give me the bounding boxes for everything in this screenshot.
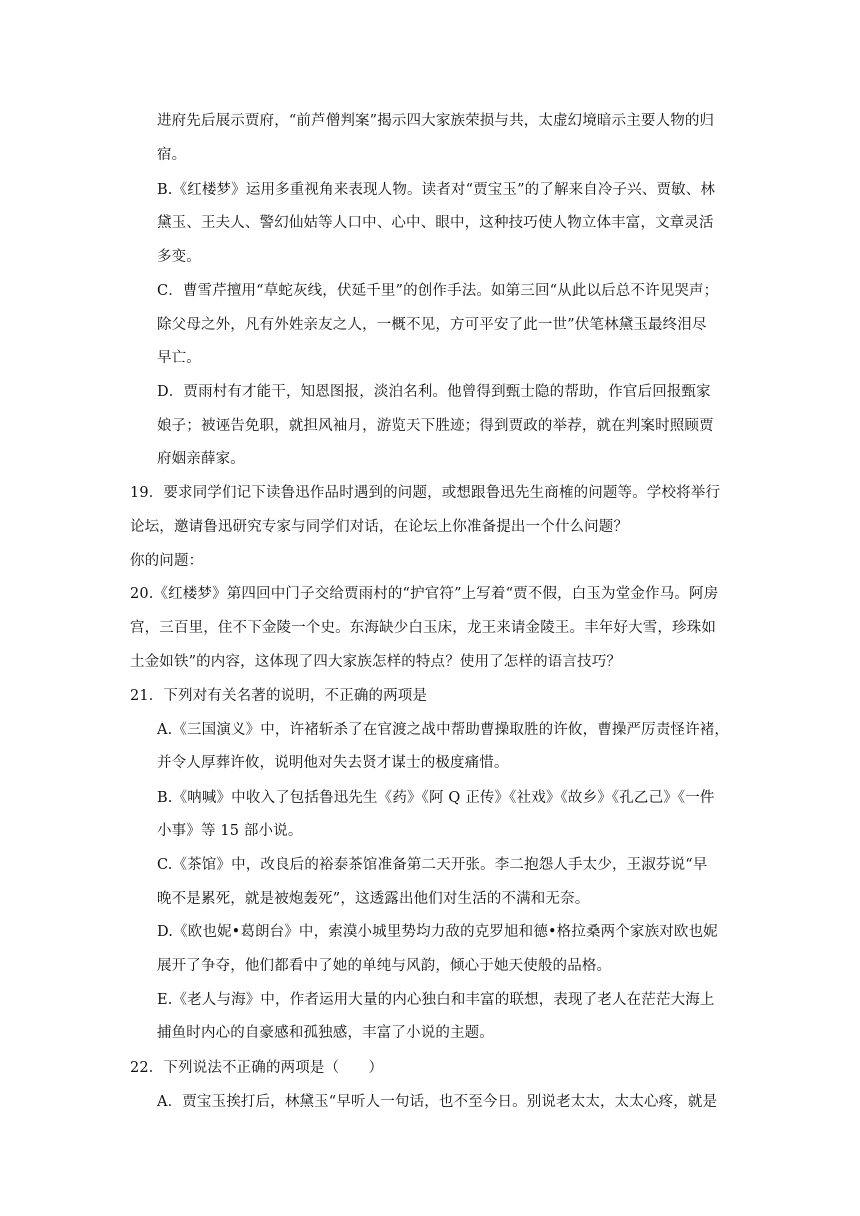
answer-prompt: 你的问题：: [130, 553, 204, 569]
question-19: 19．要求同学们记下读鲁迅作品时遇到的问题，或想跟鲁迅先生商榷的问题等。学校将举行: [130, 485, 721, 501]
text-line: 多变。: [157, 249, 201, 265]
text-line: 并令人厚葬许攸，说明他对失去贤才谋士的极度痛惜。: [157, 755, 509, 771]
option-b-line: B.《呐喊》中收入了包括鲁迅先生《药》《阿 Q 正传》《社戏》《故乡》《孔乙己》《一件: [157, 790, 715, 806]
text-line: 捕鱼时内心的自豪感和孤独感，丰富了小说的主题。: [157, 1025, 494, 1041]
text-line: 娘子；被诬告免职，就担风袖月，游览天下胜迹；得到贾政的举荐，就在判案时照顾贾: [157, 418, 714, 434]
text-line: 土金如铁”的内容，这体现了四大家族怎样的特点？使用了怎样的语言技巧？: [130, 654, 622, 670]
option-a-line: A.《三国演义》中，许褚斩杀了在官渡之战中帮助曹操取胜的许攸，曹操严厉责怪许褚，: [157, 722, 730, 738]
text-line: 进府先后展示贾府，“前芦僧判案”揭示四大家族荣损与共，太虚幻境暗示主要人物的归: [157, 113, 715, 129]
option-c-line: C.《茶馆》中，改良后的裕泰茶馆准备第二天开张。李二抱怨人手太少，王淑芬说“早: [157, 857, 708, 873]
text-line: 除父母之外，凡有外姓亲友之人，一概不见，方可平安了此一世”伏笔林黛玉最终泪尽: [157, 317, 707, 333]
text-line: 宿。: [157, 147, 187, 163]
question-21: 21．下列对有关名著的说明，不正确的两项是: [130, 688, 428, 704]
option-d-line: D．贾雨村有才能干，知恩图报，淡泊名利。他曾得到甄士隐的帮助，作官后回报甄家: [157, 384, 711, 400]
text-line: 早亡。: [157, 350, 201, 366]
option-b-line: B.《红楼梦》运用多重视角来表现人物。读者对“贾宝玉”的了解来自冷子兴、贾敏、林: [157, 182, 716, 198]
option-e-line: E.《老人与海》中，作者运用大量的内心独白和丰富的联想，表现了老人在茫茫大海上: [157, 992, 715, 1008]
text-line: 论坛，邀请鲁迅研究专家与同学们对话，在论坛上你准备提出一个什么问题？: [130, 519, 629, 535]
option-c-line: C．曹雪芹擅用“草蛇灰线，伏延千里”的创作手法。如第三回“从此以后总不许见哭声；: [157, 283, 719, 299]
text-line: 展开了争夺，他们都看中了她的单纯与风韵，倾心于她天使般的品格。: [157, 958, 612, 974]
option-a-line: A．贾宝玉挨打后，林黛玉“早听人一句话，也不至今日。别说老太太，太太心疼，就是: [157, 1094, 718, 1110]
text-line: 小事》等 15 部小说。: [157, 823, 303, 839]
text-line: 宫，三百里，住不下金陵一个史。东海缺少白玉床，龙王来请金陵王。丰年好大雪，珍珠如: [130, 620, 716, 636]
text-line: 晚不是累死，就是被炮轰死”，这透露出他们对生活的不满和无奈。: [157, 891, 590, 907]
text-line: 府姻亲薛家。: [157, 451, 245, 467]
option-d-line: D.《欧也妮•葛朗台》中，索漠小城里势均力敌的克罗旭和德•格拉桑两个家族对欧也妮: [157, 924, 718, 940]
text-line: 黛玉、王夫人、警幻仙姑等人口中、心中、眼中，这种技巧使人物立体丰富，文章灵活: [157, 215, 714, 231]
question-20: 20.《红楼梦》第四回中门子交给贾雨村的“护官符”上写着“贾不假，白玉为堂金作马。阿房: [130, 586, 719, 602]
question-22: 22．下列说法不正确的两项是（ ）: [130, 1060, 384, 1076]
